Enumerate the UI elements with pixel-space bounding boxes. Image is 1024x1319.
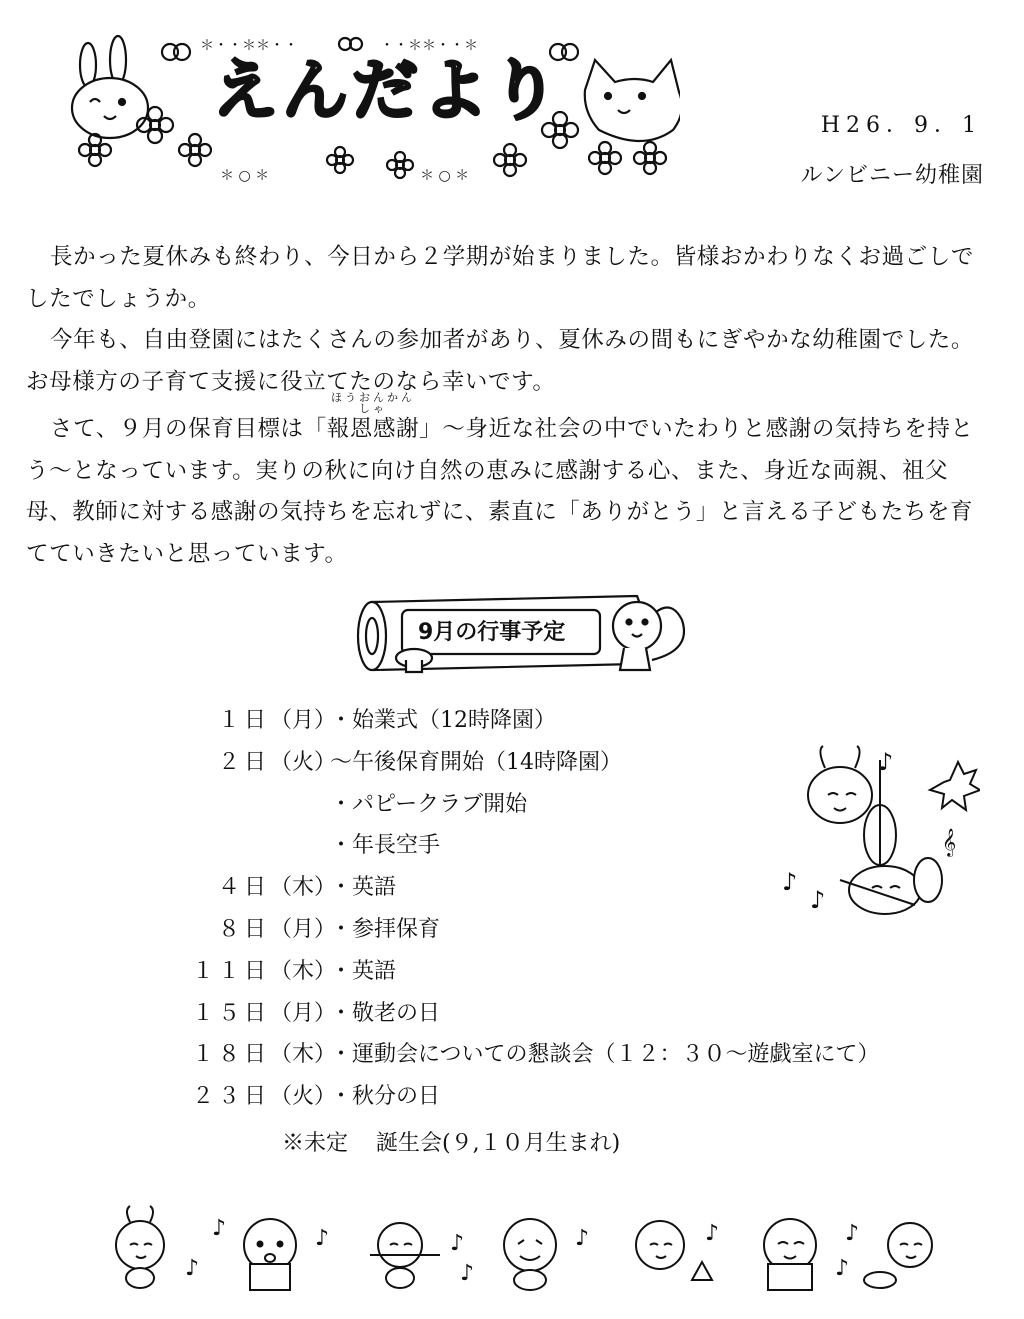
- footer-bee-band-illustration: [100, 1200, 960, 1300]
- event-day: ２日: [217, 749, 270, 775]
- bee-icon: [864, 1223, 932, 1288]
- event-day: ４日: [217, 875, 270, 901]
- event-description: ～午後保育開始（14時降園）: [330, 749, 622, 775]
- event-note: [282, 1126, 620, 1157]
- music-note-icon: ♪: [782, 868, 798, 896]
- issue-date: H26．9．1: [820, 113, 982, 138]
- goal-furigana: ほうおんかんしゃ: [330, 391, 415, 415]
- music-note-icon: ♪: [705, 1221, 720, 1246]
- event-weekday: （月）: [270, 708, 337, 733]
- svg-text:＊・・＊＊・・: ＊・・＊＊・・: [200, 38, 298, 54]
- note-label: ※未定: [282, 1131, 349, 1156]
- treble-clef-icon: 𝄞: [942, 828, 957, 856]
- school-name: ルンビニー幼稚園: [800, 163, 984, 188]
- event-description: ・始業式（12時降園）: [330, 708, 556, 733]
- event-description: ・英語: [330, 958, 397, 984]
- bee-icon: [370, 1223, 440, 1288]
- goal-term-text: 報恩感謝: [326, 416, 420, 442]
- summer-text: 今年も、自由登園にはたくさんの参加者があり、夏休みの間もにぎやかな幼稚園でした。お母様方の子育て支援に役立てたのなら幸いです。: [26, 327, 975, 395]
- maple-leaf-icon: [930, 762, 980, 810]
- event-day: １日: [217, 708, 270, 733]
- svg-text:＊ ○ ＊: ＊ ○ ＊: [220, 168, 270, 184]
- event-description: ・パピークラブ開始: [330, 791, 528, 817]
- event-day: ８日: [217, 916, 270, 942]
- event-weekday: （火）: [270, 749, 337, 775]
- summer-paragraph: [26, 320, 991, 403]
- event-day: ２３日: [191, 1084, 270, 1110]
- music-note-icon: ♪: [212, 1216, 227, 1241]
- event-description: ・年長空手: [330, 833, 441, 859]
- event-row: [170, 1076, 880, 1118]
- goal-paragraph: [26, 391, 991, 575]
- music-note-icon: ♪: [835, 1256, 850, 1281]
- event-row: [170, 1034, 880, 1076]
- event-description: ・運動会についての懇談会（１２：３０～遊戯室にて）: [330, 1042, 880, 1068]
- event-day: １８日: [191, 1042, 270, 1068]
- event-day: １５日: [191, 1000, 270, 1026]
- event-day: １１日: [191, 958, 270, 984]
- event-weekday: （木）: [270, 875, 337, 901]
- goal-text-before: さて、９月の保育目標は「: [50, 416, 327, 442]
- music-note-icon: ♪: [315, 1226, 330, 1251]
- music-bees-illustration: [770, 740, 980, 920]
- intro-paragraph: [26, 237, 991, 320]
- intro-text: 長かった夏休みも終わり、今日から２学期が始まりました。皆様おかわりなくお過ごしでしたでしょうか。: [26, 244, 975, 312]
- event-row: [170, 700, 880, 742]
- music-note-icon: ♪: [845, 1221, 860, 1246]
- event-row: [170, 993, 880, 1035]
- bee-icon: [636, 1221, 712, 1280]
- note-text: 誕生会(９,１０月生まれ): [376, 1131, 621, 1156]
- music-note-icon: ♪: [575, 1226, 590, 1251]
- music-note-icon: ♪: [450, 1231, 465, 1256]
- squirrel-icon: [613, 602, 684, 670]
- newsletter-title: えんだより: [212, 52, 562, 129]
- bee-icon: [764, 1219, 816, 1290]
- bee-icon: [116, 1206, 164, 1288]
- bee-icon: [504, 1219, 556, 1290]
- event-description: ・秋分の日: [330, 1084, 441, 1110]
- music-note-icon: ♪: [810, 886, 826, 914]
- music-note-icon: ♪: [185, 1256, 200, 1281]
- event-row: [170, 951, 880, 993]
- events-heading: 9月の行事予定: [418, 620, 566, 645]
- svg-text:・・＊＊・・＊: ・・＊＊・・＊: [380, 38, 478, 54]
- bee-flute-icon: [840, 858, 942, 914]
- event-weekday: （木）: [270, 1042, 337, 1068]
- bee-icon: [244, 1219, 296, 1290]
- goal-text-after: 」～身近な社会の中でいたわりと感謝の気持ちを持とう～となっています。実りの秋に向け自然の恵みに感謝する心、また、身近な両親、祖父母、教師に対する感謝の気持ちを忘れずに、素直に「ありがとう」と言える子どもたちを育てていきたいと思っています。: [26, 416, 974, 567]
- event-description: ・敬老の日: [330, 1000, 441, 1026]
- event-description: ・英語: [330, 875, 397, 901]
- event-weekday: （月）: [270, 1000, 337, 1026]
- svg-text:＊ ○ ＊: ＊ ○ ＊: [420, 168, 470, 184]
- event-description: ・参拝保育: [330, 916, 441, 942]
- event-weekday: （木）: [270, 958, 337, 984]
- goal-term: [326, 391, 420, 451]
- cat-icon: [585, 60, 680, 141]
- music-note-icon: ♪: [460, 1261, 475, 1286]
- event-weekday: （火）: [270, 1084, 337, 1110]
- music-note-icon: ♪: [878, 748, 894, 776]
- event-weekday: （月）: [270, 916, 337, 942]
